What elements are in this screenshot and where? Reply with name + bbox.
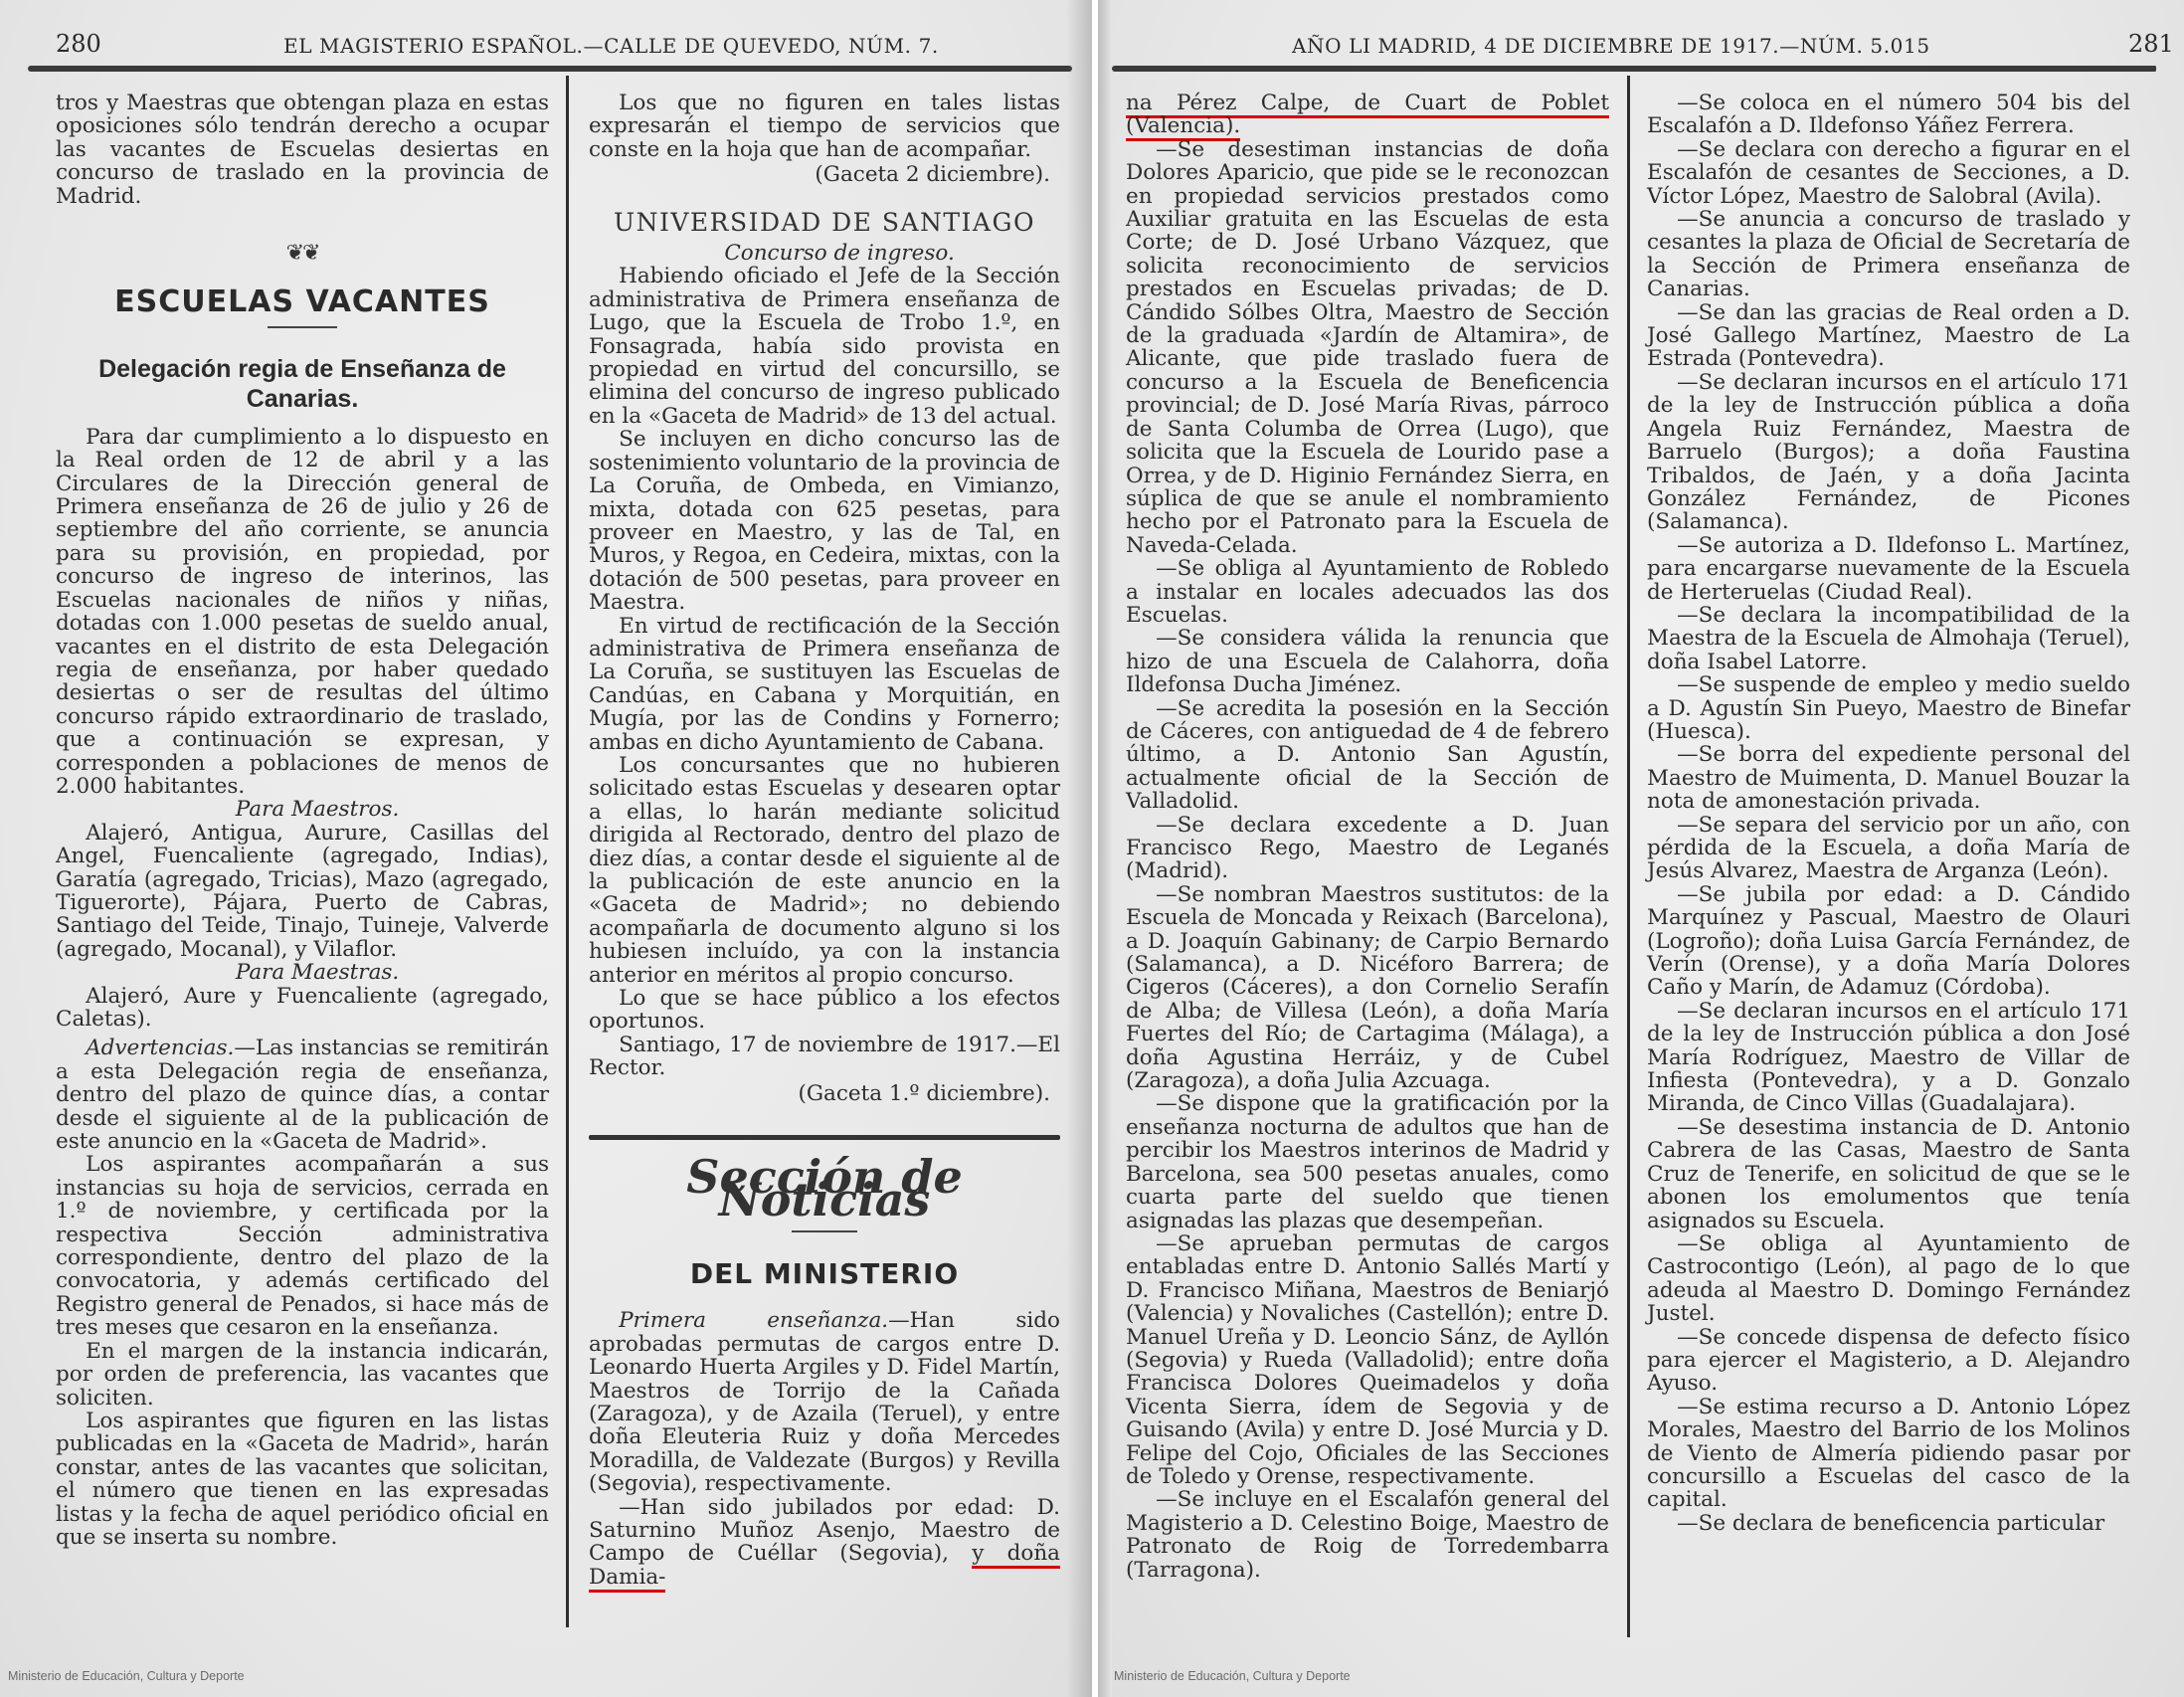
news-item: —Se declara la incompatibilidad de la Maestra de la Escuela de Almohaja (Teruel), doña Isabel Latorre. bbox=[1647, 602, 2130, 674]
news-item: —Se anuncia a concurso de traslado y cesantes la plaza de Oficial de Secretaría de la Sección de Primera enseñanza de Canarias. bbox=[1647, 207, 2130, 302]
news-item: —Se declara excedente a D. Juan Francisco Rego, Maestro de Leganés (Madrid). bbox=[1126, 812, 1609, 884]
page-number: 280 bbox=[56, 30, 101, 58]
news-item: —Se declaran incursos en el artículo 171 de la ley de Instrucción pública a doña Angela Ruiz Fernández, Maestra de Barruelo (Burgos); a doña Faustina Tribaldos, de Jaén, y a doña Jacinta González Fernández, de Picones (Salamanca). bbox=[1647, 369, 2130, 535]
university-subtitle: Concurso de ingreso. bbox=[724, 241, 955, 267]
left-page-column-2 bbox=[589, 92, 1060, 1589]
news-item: —Se jubila por edad: a D. Cándido Marquínez y Pascual, Maestro de Olauri (Logroño); doña Luisa García Fernández, de Verín (Orense), y a doña María Dolores Caño y Marín, de Adamuz (Córdoba). bbox=[1647, 881, 2130, 1001]
paragraph: Los que no figuren en tales listas expresarán el tiempo de servicios que conste en la hoja que han de acompañar. bbox=[589, 91, 1060, 162]
list-maestras: Alajeró, Aure y Fuencaliente (agregado, Caletas). bbox=[56, 983, 549, 1032]
section-title: ESCUELAS VACANTES bbox=[114, 284, 490, 320]
news-item: —Se dan las gracias de Real orden a D. José Gallego Martínez, Maestro de La Estrada (Pontevedra). bbox=[1647, 299, 2130, 372]
paragraph: Habiendo oficiado el Jefe de la Sección administrativa de Primera enseñanza de Lugo, que la Escuela de Trobo 1.º, en Fonsagrada, había sido provista en propiedad en virtud del concursillo, se elimina del concurso de ingreso publicado en la «Gaceta de Madrid» de 13 del actual. bbox=[589, 264, 1060, 429]
red-underline-highlight: y doña Damia- bbox=[589, 1541, 1060, 1592]
news-item: —Se nombran Maestros sustitutos: de la Escuela de Moncada y Reixach (Barcelona), a D. Joaquín Gabinany; de Carpio Bernardo (Salamanca), a D. Nicéforo Barrera; de Cigeros (Cáceres), a don Cornelio Serafín de Alba; de Villesa (León), a doña María Fuertes del Río; de Cartagima (Málaga), a doña Agustina Herráiz, y de Cubel (Zaragoza), a doña Julia Azcuaga. bbox=[1126, 881, 1609, 1094]
section-divider bbox=[589, 1135, 1060, 1140]
continued-paragraph: tros y Maestras que obtengan plaza en estas oposiciones sólo tendrán derecho a ocupar las vacantes de Escuelas desiertas en concurso de traslado en la provincia de Madrid. bbox=[56, 91, 549, 209]
red-underline-highlight: na Pérez Calpe, de Cuart de Poblet (Valencia). bbox=[1126, 91, 1609, 141]
primera-text: —Han sido aprobadas permutas de cargos entre D. Leonardo Huerta Argiles y D. Fidel Martín, Maestros de Torrijo de la Cañada (Zaragoza), y de Azaila (Teruel), y entre doña Eleuteria Ruiz y doña Mercedes Moradilla, de Valdezate (Burgos) y Revilla (Segovia), respectivamente. bbox=[589, 1308, 1060, 1497]
page-number: 281 bbox=[2128, 30, 2174, 58]
news-item: —Se desestima instancia de D. Antonio Cabrera de las Casas, Maestro de Santa Cruz de Tenerife, en solicitud de que se le abonen los emolumentos que tenía asignados su Escuela. bbox=[1647, 1114, 2130, 1233]
paragraph: Los aspirantes que figuren en las listas publicadas en la «Gaceta de Madrid», harán constar, antes de las vacantes que solicitan, el número que tienen en las expresadas listas y la fecha de aquel periódico oficial en que se inserta su nombre. bbox=[56, 1408, 549, 1550]
news-item: —Se desestiman instancias de doña Dolores Aparicio, que pide se le reconozcan en propiedad servicios prestados como Auxiliar gratuita en las Escuelas de esta Corte; de D. José Urbano Vázquez, que solicita reconocimiento de servicios prestados en Escuelas privadas; de D. Cándido Sólbes Oltra, Maestro de Sección de la graduada «Jardín de Altamira», de Alicante, que pide traslado fuera de concurso a la Escuela de Beneficencia provincial; de D. José María Rivas, párroco de Santa Columba de Orrea (Lugo), que solicita que la Escuela de Lourido pase a Orrea, y de D. Higinio Fernández Sierra, en súplica de que se anule el nombramiento hecho por el Patronato para la Escuela de Naveda-Celada. bbox=[1126, 136, 1609, 558]
signature: Santiago, 17 de noviembre de 1917.—El Rector. bbox=[589, 1032, 1060, 1081]
column-divider bbox=[1627, 76, 1630, 1637]
news-item: —Se declaran incursos en el artículo 171 de la ley de Instrucción pública a don José María Rodríguez, Maestro de Villar de Infiesta (Pontevedra), y a D. Gonzalo Miranda, de Cinco Villas (Guadalajara). bbox=[1647, 998, 2130, 1117]
news-item: —Se declara con derecho a figurar en el Escalafón de cesantes de Secciones, a D. Víctor López, Maestro de Salobral (Avila). bbox=[1647, 136, 2130, 209]
primera-label: Primera enseñanza. bbox=[619, 1308, 889, 1334]
citation: (Gaceta 1.º diciembre). bbox=[798, 1080, 1050, 1106]
left-page-column-1 bbox=[56, 92, 549, 1549]
paragraph: En el margen de la instancia indicarán, por orden de preferencia, las vacantes que soliciten. bbox=[56, 1338, 549, 1411]
paragraph: Para dar cumplimiento a lo dispuesto en la Real orden de 12 de abril y a las Circulares de la Dirección general de Primera enseñanza de 26 de julio y 26 de septiembre del año corriente, se anuncia para su provisión, en propiedad, por concurso de ingreso de interinos, las Escuelas nacionales de niños y niñas, dotadas con 1.000 pesetas de sueldo anual, vacantes en el distrito de esta Delegación regia de enseñanza, por haber quedado desiertas o ser de resultas del último concurso rápido extraordinario de traslado, que a continuación se expresan, y corresponden a poblaciones de menos de 2.000 habitantes. bbox=[56, 424, 549, 799]
heading-maestros: Para Maestros. bbox=[235, 797, 400, 823]
paragraph: Lo que se hace público a los efectos oportunos. bbox=[589, 986, 1060, 1035]
footer-credit: Ministerio de Educación, Cultura y Deporte bbox=[8, 1669, 245, 1683]
jubilados-paragraph bbox=[589, 1496, 1060, 1590]
news-item: —Se declara de beneficencia particular bbox=[1677, 1510, 2105, 1536]
university-title: UNIVERSIDAD DE SANTIAGO bbox=[614, 207, 1035, 237]
ornament-icon: ❦❦ bbox=[285, 241, 319, 267]
primera-ensenanza-paragraph bbox=[589, 1309, 1060, 1495]
news-item: —Se concede dispensa de defecto físico para ejercer el Magisterio, a D. Alejandro Ayuso. bbox=[1647, 1324, 2130, 1397]
citation: (Gaceta 2 diciembre). bbox=[815, 162, 1050, 188]
news-item: —Se coloca en el número 504 bis del Escalafón a D. Ildefonso Yáñez Ferrera. bbox=[1647, 91, 2130, 139]
news-item: —Se estima recurso a D. Antonio López Morales, Maestro del Barrio de los Molinos de Viento de Almería pidiendo pasar por concursillo a Escuelas del casco de la capital. bbox=[1647, 1394, 2130, 1513]
paragraph: Los aspirantes acompañarán a sus instancias su hoja de servicios, cerrada en 1.º de noviembre, y certificada por la respectiva Sección administrativa correspondiente, dentro del plazo de la convocatoria, y además certificado del Registro general de Penados, si hace más de tres meses que cesaron en la enseñanza. bbox=[56, 1152, 549, 1341]
news-item: —Se autoriza a D. Ildefonso L. Martínez, para encargarse nuevamente de la Escuela de Herteruelas (Ciudad Real). bbox=[1647, 532, 2130, 605]
continued-paragraph bbox=[1126, 92, 1609, 138]
right-page-column-1 bbox=[1126, 92, 1609, 1582]
advertencias-label: Advertencias. bbox=[86, 1036, 235, 1061]
advertencias-paragraph bbox=[56, 1037, 549, 1153]
paragraph: En virtud de rectificación de la Sección administrativa de Primera enseñanza de La Coruña, se sustituyen las Escuelas de Candúas, en Cabana y Morquitián, en Mugía, por las de Condins y Fornerro; ambas en dicho Ayuntamiento de Cabana. bbox=[589, 613, 1060, 755]
right-page bbox=[1098, 0, 2184, 1697]
news-item: —Se separa del servicio por un año, con pérdida de la Escuela, a doña María de Jesús Alvarez, Maestra de Arganza (León). bbox=[1647, 812, 2130, 884]
paragraph: Se incluyen en dicho concurso las de sostenimiento voluntario de la provincia de La Coruña, de Ombeda, en Vimianzo, mixta, dotada con 625 pesetas, para proveer en Maestro, y las de Tal, en Muros, y Regoa, en Cedeira, mixtas, con la dotación de 500 pesetas, para proveer en Maestra. bbox=[589, 427, 1060, 616]
right-page-column-2 bbox=[1647, 92, 2130, 1535]
advertencias-text: —Las instancias se remitirán a esta Delegación regia de enseñanza, dentro del plazo de quince días, a contar desde el siguiente al de la publicación de este anuncio en la «Gaceta de Madrid». bbox=[56, 1036, 549, 1155]
running-head: EL MAGISTERIO ESPAÑOL.—CALLE DE QUEVEDO, NÚM. 7. bbox=[283, 34, 939, 58]
news-item: —Se considera válida la renuncia que hizo de una Escuela de Calahorra, doña Ildefonsa Ducha Jiménez. bbox=[1126, 626, 1609, 698]
news-section-title: Sección de Noticias bbox=[686, 1150, 963, 1227]
ministry-title: DEL MINISTERIO bbox=[689, 1256, 960, 1290]
header-rule bbox=[1112, 66, 2156, 72]
jubilados-text: —Han sido jubilados por edad: D. Saturnino Muñoz Asenjo, Maestro de Campo de Cuéllar (Segovia), bbox=[589, 1494, 1060, 1567]
news-item: —Se dispone que la gratificación por la enseñanza nocturna de adultos que han de percibir los Maestros interinos de Madrid y Barcelona, sea 500 pesetas anuales, como cuarta parte del sueldo que tienen asignadas las plazas que desempeñan. bbox=[1126, 1091, 1609, 1233]
header-rule bbox=[28, 66, 1072, 72]
heading-maestras: Para Maestras. bbox=[235, 960, 400, 986]
news-item: —Se borra del expediente personal del Maestro de Muimenta, D. Manuel Bouzar la nota de amonestación privada. bbox=[1647, 742, 2130, 815]
column-divider bbox=[566, 76, 569, 1627]
news-item: —Se obliga al Ayuntamiento de Castrocontigo (León), al pago de lo que adeuda al Maestro D. Domingo Fernández Justel. bbox=[1647, 1230, 2130, 1327]
news-item: —Se obliga al Ayuntamiento de Robledo a instalar en locales adecuados las dos Escuelas. bbox=[1126, 556, 1609, 628]
section-divider bbox=[268, 326, 337, 328]
subsection-title: Delegación regia de Enseñanza de Canarias. bbox=[98, 354, 506, 413]
paragraph: Los concursantes que no hubieren solicitado estas Escuelas y desearen optar a ellas, lo harán mediante solicitud dirigida al Rectorado, dentro del plazo de diez días, a contar desde el siguiente al de la publicación de este anuncio en la «Gaceta de Madrid»; no debiendo acompañarla de documento alguno si los hubiesen incluído, ya con la instancia anterior en méritos al propio concurso. bbox=[589, 752, 1060, 988]
list-maestros: Alajeró, Antigua, Aurure, Casillas del Angel, Fuencaliente (agregado, Indias), Garatía (agregado, Tricias), Mazo (agregado, Tiguerorte), Pájara, Puerto de Cabras, Santiago del Teide, Tinajo, Tuineje, Valverde (agregado, Mocanal), y Vilaflor. bbox=[56, 820, 549, 962]
running-head: AÑO LI MADRID, 4 DE DICIEMBRE DE 1917.—NÚM. 5.015 bbox=[1292, 34, 1930, 58]
news-item: —Se incluye en el Escalafón general del Magisterio a D. Celestino Boige, Maestro de Patronato de Roig de Torredembarra (Tarragona). bbox=[1126, 1487, 1609, 1583]
news-item: —Se suspende de empleo y medio sueldo a D. Agustín Sin Pueyo, Maestro de Binefar (Huesca). bbox=[1647, 672, 2130, 744]
footer-credit: Ministerio de Educación, Cultura y Deporte bbox=[1114, 1669, 1351, 1683]
news-item: —Se aprueban permutas de cargos entabladas entre D. Antonio Sallés Martí y D. Francisco Miñana, Maestros de Beniarjó (Valencia) y Novaliches (Castellón); entre D. Manuel Ureña y D. Leoncio Sánz, de Ayllón (Segovia) y Rueda (Valladolid); entre doña Francisca Dolores Queimadelos y doña Vicenta Sierra, ídem de Segovia y de Guisando (Avila) y entre D. José Murcia y D. Felipe del Cojo, Oficiales de las Secciones de Toledo y Orense, respectivamente. bbox=[1126, 1230, 1609, 1489]
short-divider bbox=[792, 1230, 857, 1232]
news-item: —Se acredita la posesión en la Sección de Cáceres, con antiguedad de 4 de febrero último, a D. Antonio San Agustín, actualmente oficial de la Sección de Valladolid. bbox=[1126, 695, 1609, 815]
